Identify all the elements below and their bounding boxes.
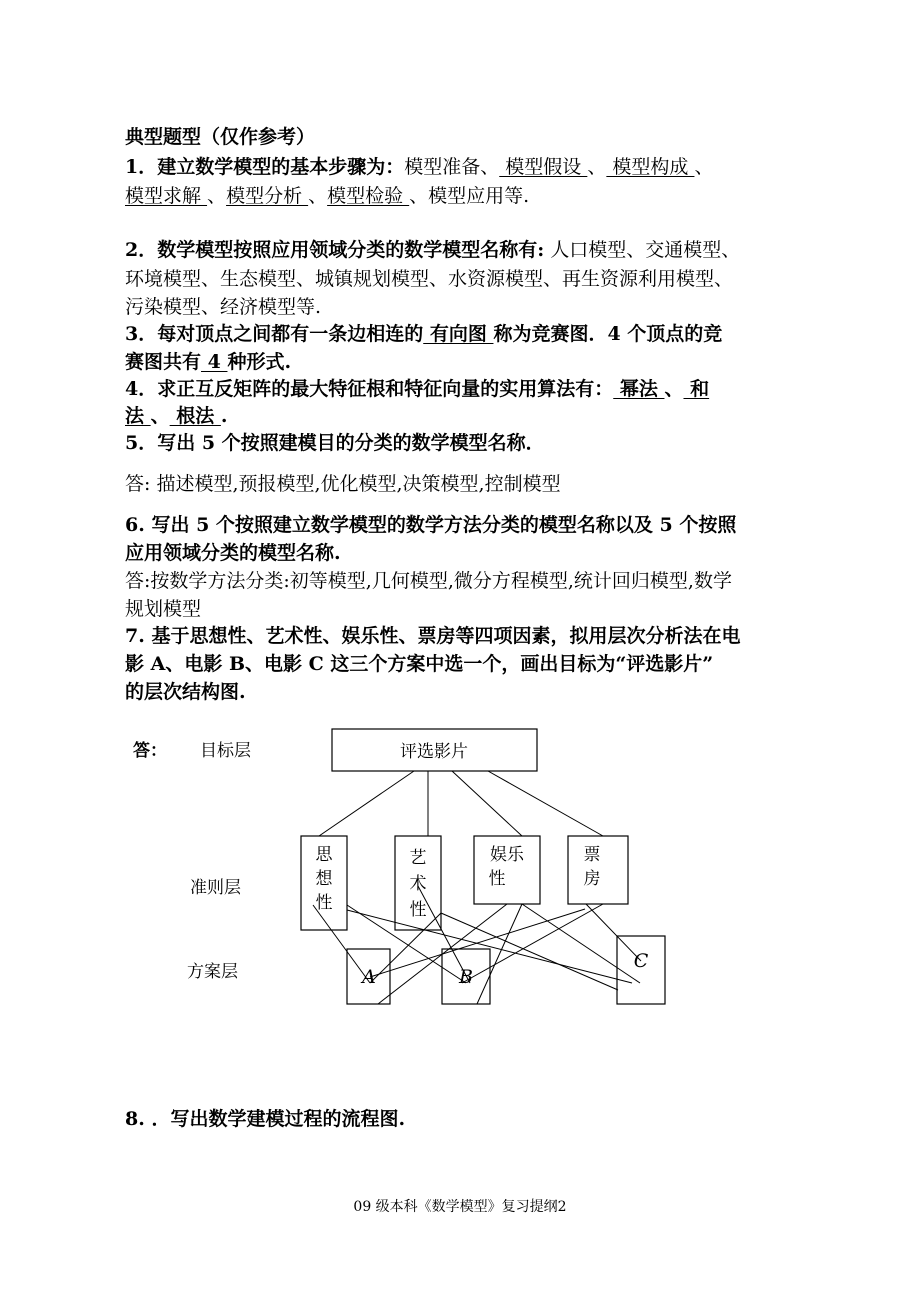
- q4-blank-1: 幂法: [613, 378, 665, 400]
- criterion-4-char-2: 房: [583, 869, 601, 889]
- page-heading: 典型题型（仅作参考）: [125, 126, 316, 148]
- q3-text: 种形式.: [227, 351, 292, 373]
- q1-end: 、模型应用等.: [409, 185, 530, 207]
- q4-blank-3: 根法: [169, 405, 221, 427]
- q3-text: 3．每对顶点之间都有一条边相连的: [125, 323, 424, 345]
- q3-text: 赛图共有: [125, 351, 202, 373]
- q6-line2: 应用领域分类的模型名称.: [125, 542, 341, 564]
- edge-c4-a: [370, 909, 585, 977]
- criterion-2-char-2: 术: [409, 874, 427, 894]
- q6-line1: 6. 写出 5 个按照建立数学模型的数学方法分类的模型名称以及 5 个按照: [125, 514, 737, 536]
- q2-label: 2．数学模型按照应用领域分类的数学模型名称有:: [125, 239, 545, 261]
- edge-c3-b: [477, 904, 522, 1004]
- q5-answer: 答: 描述模型,预报模型,优化模型,决策模型,控制模型: [125, 473, 561, 495]
- q7-line1: 7. 基于思想性、艺术性、娱乐性、票房等四项因素，拟用层次分析法在电: [125, 625, 741, 647]
- q4-blank-2b: 法: [125, 405, 151, 427]
- q6-answer-1: 答:按数学方法分类:初等模型,几何模型,微分方程模型,统计回归模型,数学: [125, 570, 732, 592]
- page-footer: 09 级本科《数学模型》复习提纲2: [353, 1199, 567, 1215]
- q1-answer-2: 模型构成: [606, 156, 695, 178]
- criterion-3-line-2: 性: [488, 869, 506, 889]
- criterion-3-line-1: 娱乐: [490, 845, 524, 865]
- edge-goal-criterion-1: [319, 771, 414, 836]
- q7-line3: 的层次结构图.: [125, 681, 246, 703]
- q1-sep: 、: [207, 185, 227, 207]
- alternative-b-label: B: [459, 966, 473, 988]
- edge-goal-criterion-4: [488, 771, 603, 836]
- q4-end: .: [220, 405, 228, 427]
- criterion-1-char-1: 思: [315, 845, 333, 865]
- q1-sep: 、: [308, 185, 328, 207]
- q3-text: 称为竞赛图．4 个顶点的竞: [493, 323, 723, 345]
- q5-question: 5．写出 5 个按照建模目的分类的数学模型名称．: [125, 432, 545, 454]
- q3-blank-1: 有向图: [423, 323, 494, 345]
- q1-answer-5: 模型检验: [327, 185, 410, 207]
- q7-line2: 影 A、电影 B、电影 C 这三个方案中选一个，画出目标为“评选影片”: [125, 653, 714, 675]
- criterion-2-char-1: 艺: [409, 848, 427, 868]
- criterion-4-char-1: 票: [583, 845, 601, 865]
- criterion-1-char-2: 想: [315, 869, 333, 889]
- q4-sep: 、: [150, 405, 170, 427]
- criteria-layer-label: 准则层: [190, 878, 241, 898]
- edge-goal-criterion-3: [452, 771, 522, 836]
- q4-sep: 、: [664, 378, 684, 400]
- q1-text: 模型准备、: [404, 156, 500, 178]
- q1-answer-4: 模型分析: [226, 185, 309, 207]
- q1-sep: 、: [694, 156, 714, 178]
- q1-answer-3: 模型求解: [125, 185, 208, 207]
- alternative-a-label: A: [362, 966, 376, 988]
- q2-line3: 污染模型、经济模型等.: [125, 296, 322, 318]
- q1-answer-1: 模型假设: [499, 156, 588, 178]
- criterion-2-char-3: 性: [409, 900, 427, 920]
- alternative-c-label: C: [633, 950, 649, 972]
- edge-c2-a: [370, 913, 441, 983]
- q1-sep: 、: [587, 156, 607, 178]
- q4-blank-2a: 和: [683, 378, 710, 400]
- alternative-layer-label: 方案层: [187, 962, 238, 982]
- q2-text: 人口模型、交通模型、: [544, 239, 741, 261]
- q1-label: 1．建立数学模型的基本步骤为：: [125, 156, 405, 178]
- criterion-1-char-3: 性: [315, 893, 333, 913]
- goal-text: 评选影片: [400, 742, 468, 762]
- edge-c1-a: [313, 905, 370, 983]
- q4-text: 4．求正互反矩阵的最大特征根和特征向量的实用算法有：: [125, 378, 614, 400]
- q8-line: 8. ．写出数学建模过程的流程图.: [125, 1108, 406, 1130]
- q6-answer-2: 规划模型: [125, 598, 202, 620]
- goal-layer-label: 目标层: [200, 741, 251, 761]
- diagram-answer-label: 答：: [133, 741, 167, 761]
- q3-blank-2: 4: [201, 351, 228, 373]
- q2-line2: 环境模型、生态模型、城镇规划模型、水资源模型、再生资源利用模型、: [125, 268, 734, 290]
